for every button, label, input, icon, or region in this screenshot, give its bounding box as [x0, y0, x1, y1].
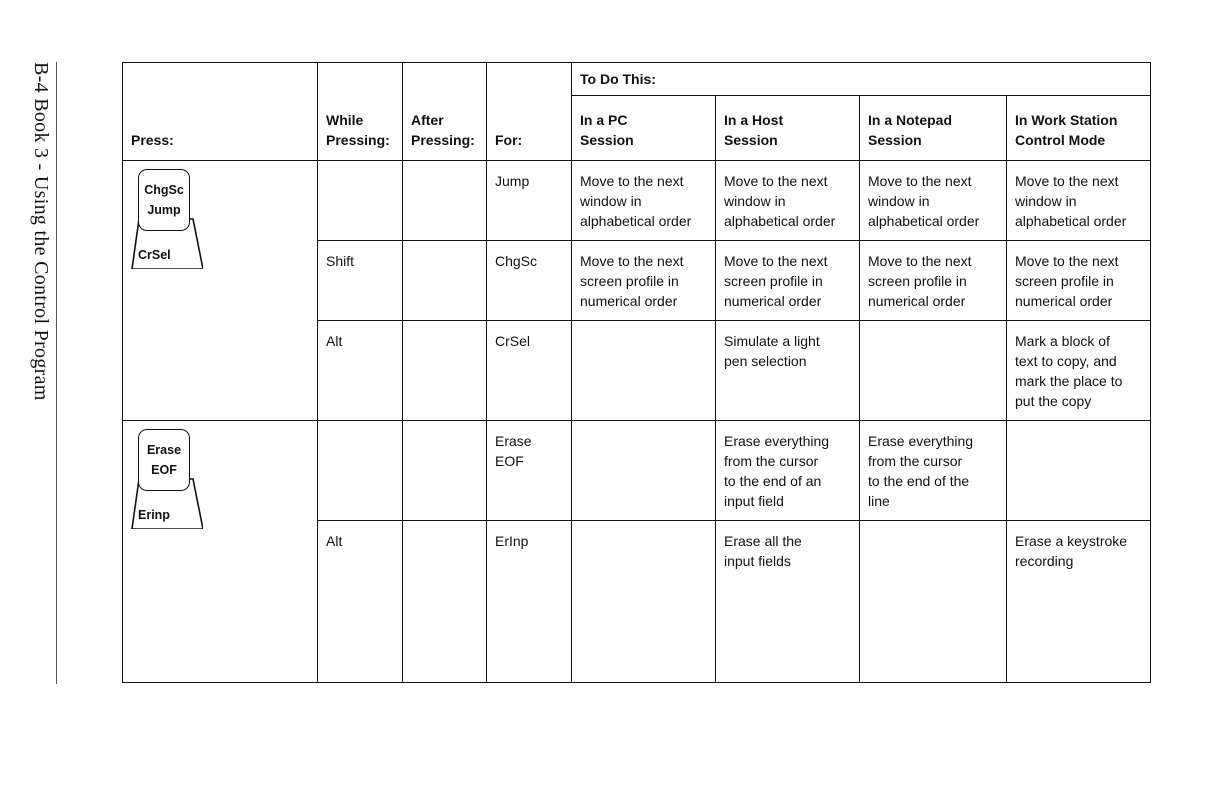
row-5-notepad [860, 521, 1007, 683]
row-5-after [403, 521, 487, 683]
row-1-host: Move to the next window in alphabetical order [716, 161, 860, 241]
keycap-top-face [138, 169, 190, 231]
keycap-erase-eof-erinp [123, 421, 318, 683]
row-4-notepad: Erase everything from the cursor to the end of the line [860, 421, 1007, 521]
header-notepad-session: In a Notepad Session [860, 96, 1007, 161]
row-1-pc: Move to the next window in alphabetical order [572, 161, 716, 241]
row-4-pc [572, 421, 716, 521]
row-2-for: ChgSc [487, 241, 572, 321]
header-workstation-mode: In Work Station Control Mode [1007, 96, 1151, 161]
row-3-for: CrSel [487, 321, 572, 421]
row-5-while: Alt [318, 521, 403, 683]
header-host-session: In a Host Session [716, 96, 860, 161]
row-4-after [403, 421, 487, 521]
row-2-ws: Move to the next screen profile in numerical order [1007, 241, 1151, 321]
header-to-do-this: To Do This: [572, 63, 1151, 96]
row-3-while: Alt [318, 321, 403, 421]
row-5-ws: Erase a keystroke recording [1007, 521, 1151, 683]
header-press: Press: [123, 63, 318, 161]
row-5-host: Erase all the input fields [716, 521, 860, 683]
header-for: For: [487, 63, 572, 161]
row-1-notepad: Move to the next window in alphabetical order [860, 161, 1007, 241]
header-pc-session: In a PC Session [572, 96, 716, 161]
row-4-ws [1007, 421, 1151, 521]
page-side-title: B-4 Book 3 - Using the Control Program [30, 62, 52, 401]
row-5-pc [572, 521, 716, 683]
keycap-label-erase: Erase [146, 443, 182, 457]
keycap-label-erinp: Erinp [138, 508, 170, 522]
header-while-pressing: While Pressing: [318, 63, 403, 161]
keycap-label-crsel: CrSel [138, 248, 171, 262]
row-1-ws: Move to the next window in alphabetical order [1007, 161, 1151, 241]
row-2-host: Move to the next screen profile in numerical order [716, 241, 860, 321]
side-rule-divider [56, 62, 57, 684]
row-4-for: Erase EOF [487, 421, 572, 521]
row-4-while [318, 421, 403, 521]
keycap-label-chgsc: ChgSc [144, 183, 184, 197]
row-3-ws: Mark a block of text to copy, and mark the place to put the copy [1007, 321, 1151, 421]
row-2-while: Shift [318, 241, 403, 321]
header-after-pressing: After Pressing: [403, 63, 487, 161]
keycap-top-face [138, 429, 190, 491]
row-1-after [403, 161, 487, 241]
keycap-label-jump: Jump [147, 203, 181, 217]
row-5-for: ErInp [487, 521, 572, 683]
row-3-host: Simulate a light pen selection [716, 321, 860, 421]
row-1-while [318, 161, 403, 241]
row-3-notepad [860, 321, 1007, 421]
row-3-after [403, 321, 487, 421]
keycap-chgsc-jump-crsel [123, 161, 318, 421]
keycap-label-eof: EOF [151, 463, 177, 477]
row-2-notepad: Move to the next screen profile in numerical order [860, 241, 1007, 321]
row-4-host: Erase everything from the cursor to the end of an input field [716, 421, 860, 521]
row-2-after [403, 241, 487, 321]
row-3-pc [572, 321, 716, 421]
keyboard-function-table [122, 62, 1151, 683]
row-2-pc: Move to the next screen profile in numerical order [572, 241, 716, 321]
row-1-for: Jump [487, 161, 572, 241]
